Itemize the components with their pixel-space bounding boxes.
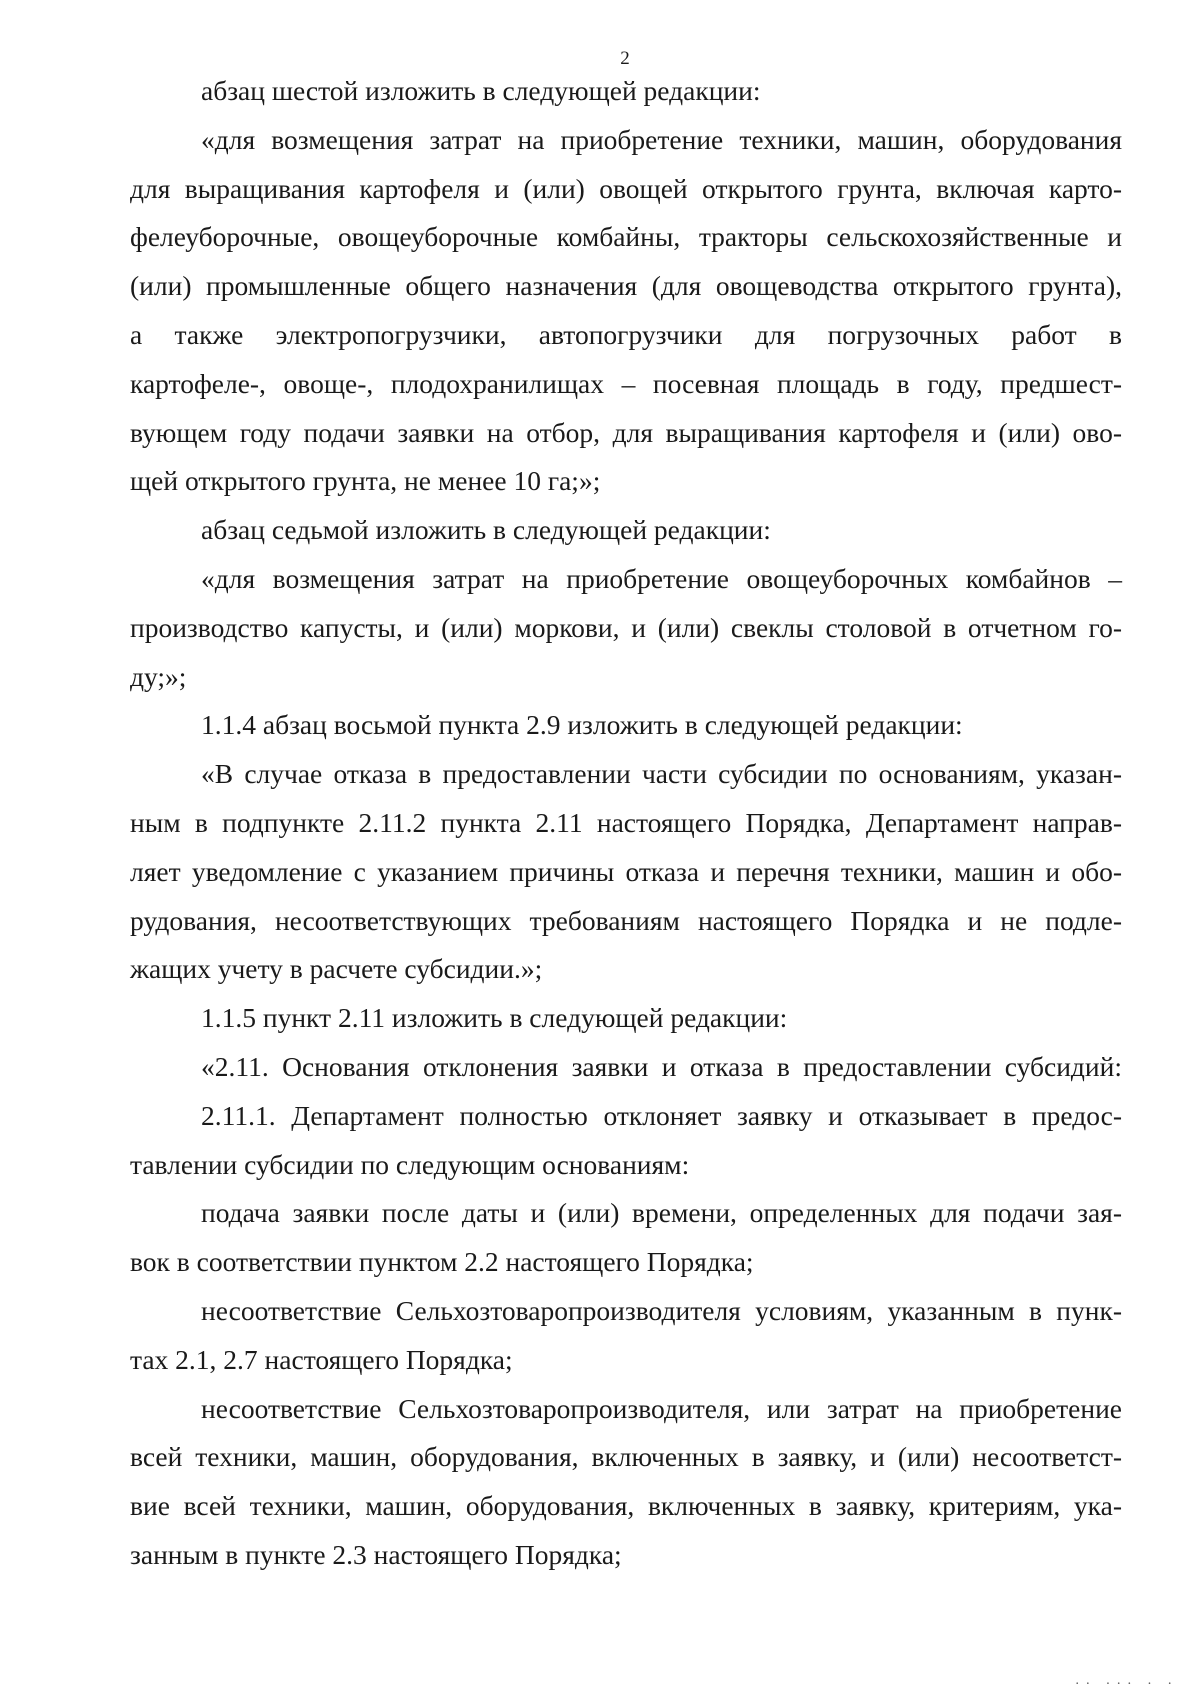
text-line: ным в подпункте 2.11.2 пункта 2.11 настоящего Порядка, Департамент направ- xyxy=(130,806,1122,838)
text-line: производство капусты, и (или) моркови, и (или) свеклы столовой в отчетном го- xyxy=(130,611,1122,643)
text-line: абзац шестой изложить в следующей редакции: xyxy=(201,75,761,106)
text-line: «для возмещения затрат на приобретение овощеуборочных комбайнов – xyxy=(201,562,1122,594)
text-line: ляет уведомление с указанием причины отказа и перечня техники, машин и обо- xyxy=(130,855,1122,887)
text-line: 1.1.5 пункт 2.11 изложить в следующей редакции: xyxy=(201,1002,788,1034)
text-line: фелеуборочные, овощеуборочные комбайны, тракторы сельскохозяйственные и xyxy=(130,221,1122,253)
text-line: ду;»; xyxy=(130,660,187,692)
text-line: тах 2.1, 2.7 настоящего Порядка; xyxy=(130,1343,513,1375)
text-line: «2.11. Основания отклонения заявки и отказа в предоставлении субсидий: xyxy=(201,1050,1122,1082)
text-line: всей техники, машин, оборудования, включенных в заявку, и (или) несоответст- xyxy=(130,1441,1122,1473)
text-line: несоответствие Сельхозтоваропроизводителя условиям, указанным в пунк- xyxy=(201,1294,1122,1326)
text-line: (или) промышленные общего назначения (для овощеводства открытого грунта), xyxy=(130,270,1122,302)
text-line: 1.1.4 абзац восьмой пункта 2.9 изложить в следующей редакции: xyxy=(201,709,963,741)
text-line: 2.11.1. Департамент полностью отклоняет заявку и отказывает в предос- xyxy=(201,1099,1122,1131)
document-body xyxy=(130,67,1122,1580)
text-line: занным в пункте 2.3 настоящего Порядка; xyxy=(130,1538,622,1570)
text-line: тавлении субсидии по следующим основаниям: xyxy=(130,1148,690,1180)
text-line: вующем году подачи заявки на отбор, для выращивания картофеля и (или) ово- xyxy=(130,416,1122,448)
text-line: «для возмещения затрат на приобретение техники, машин, оборудования xyxy=(201,123,1122,155)
text-line: вок в соответствии пунктом 2.2 настоящего Порядка; xyxy=(130,1246,754,1278)
text-line: а также электропогрузчики, автопогрузчики для погрузочных работ в xyxy=(130,318,1122,350)
text-line: «В случае отказа в предоставлении части субсидии по основаниям, указан- xyxy=(201,758,1122,790)
text-line: вие всей техники, машин, оборудования, включенных в заявку, критериям, ука- xyxy=(130,1490,1122,1522)
text-line: щей открытого грунта, не менее 10 га;»; xyxy=(130,465,601,497)
text-line: подача заявки после даты и (или) времени, определенных для подачи зая- xyxy=(201,1197,1122,1229)
page-number: 2 xyxy=(620,48,630,69)
text-line: для выращивания картофеля и (или) овощей открытого грунта, включая карто- xyxy=(130,172,1122,204)
scan-artifact: ·· ··· · · xyxy=(1074,1677,1178,1692)
text-line: картофеле-, овоще-, плодохранилищах – посевная площадь в году, предшест- xyxy=(130,367,1122,399)
text-line: жащих учету в расчете субсидии.»; xyxy=(130,953,543,985)
text-line: несоответствие Сельхозтоваропроизводителя, или затрат на приобретение xyxy=(201,1392,1122,1424)
text-line: рудования, несоответствующих требованиям настоящего Порядка и не подле- xyxy=(130,904,1122,936)
text-line: абзац седьмой изложить в следующей редакции: xyxy=(201,514,771,546)
